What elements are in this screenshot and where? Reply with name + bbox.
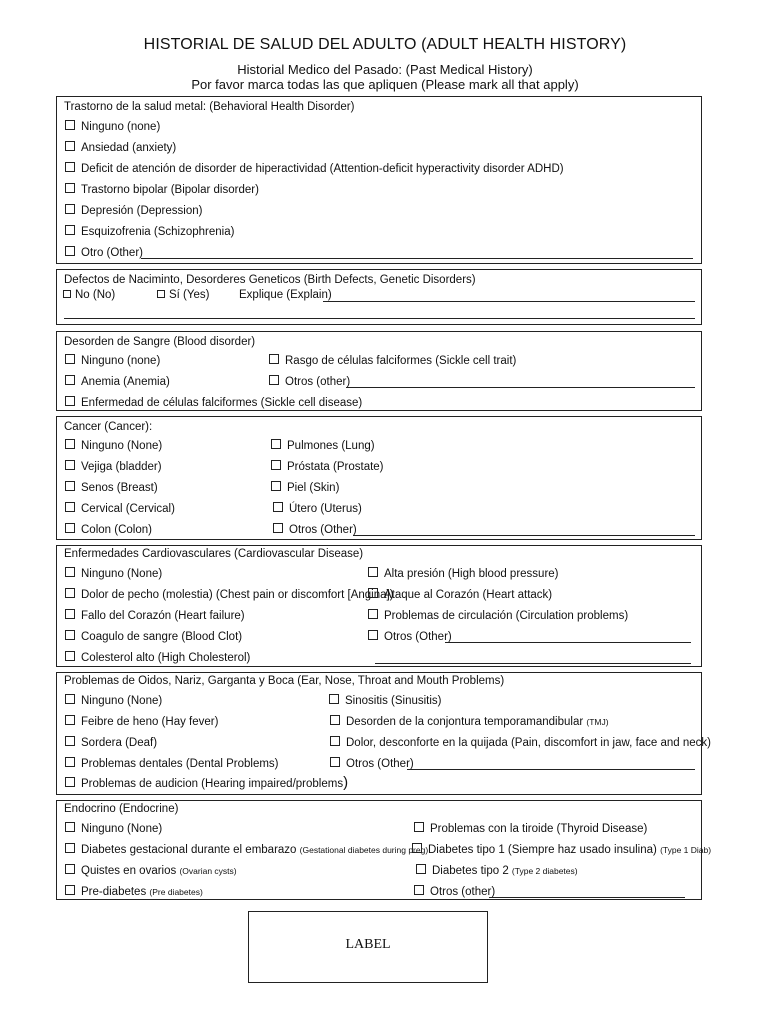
explain-line[interactable]	[323, 301, 695, 302]
other-text-line[interactable]	[141, 258, 693, 259]
checkbox-icon[interactable]	[368, 588, 378, 598]
checkbox-icon[interactable]	[65, 375, 75, 385]
checkbox-icon[interactable]	[65, 588, 75, 598]
section-heading: Enfermedades Cardiovasculares (Cardiovascular Disease)	[64, 548, 364, 560]
checkbox-icon[interactable]	[368, 630, 378, 640]
other-text-line[interactable]	[353, 535, 695, 536]
option-schizophrenia[interactable]: Esquizofrenia (Schizophrenia)	[65, 225, 234, 238]
checkbox-icon[interactable]	[65, 183, 75, 193]
option-depression[interactable]: Depresión (Depression)	[65, 204, 202, 217]
checkbox-icon[interactable]	[330, 757, 340, 767]
checkbox-icon[interactable]	[414, 885, 424, 895]
option-gestational-diabetes[interactable]: Diabetes gestacional durante el embarazo (Gestational diabetes during preg)	[65, 843, 428, 856]
checkbox-icon[interactable]	[65, 162, 75, 172]
option-uterus[interactable]: Útero (Uterus)	[273, 502, 362, 515]
checkbox-icon[interactable]	[271, 460, 281, 470]
cancer-section	[56, 416, 702, 540]
option-none[interactable]: Ninguno (none)	[65, 120, 160, 133]
checkbox-icon[interactable]	[269, 354, 279, 364]
label-text: LABEL	[345, 937, 391, 952]
option-yes[interactable]: Sí (Yes)	[157, 289, 209, 301]
checkbox-icon[interactable]	[269, 375, 279, 385]
option-dental-problems[interactable]: Problemas dentales (Dental Problems)	[65, 757, 279, 770]
patient-label-box	[248, 911, 488, 983]
explain-label: Explique (Explain)	[239, 289, 332, 301]
checkbox-icon[interactable]	[65, 354, 75, 364]
option-sickle-cell-disease[interactable]: Enfermedad de células falciformes (Sickle cell disease)	[65, 396, 362, 409]
other-text-line-2[interactable]	[375, 663, 691, 664]
form-instructions: Por favor marca todas las que apliquen (Please mark all that apply)	[191, 77, 579, 92]
option-thyroid-disease[interactable]: Problemas con la tiroide (Thyroid Disease)	[414, 822, 647, 835]
option-lung[interactable]: Pulmones (Lung)	[271, 439, 375, 452]
option-heart-failure[interactable]: Fallo del Corazón (Heart failure)	[65, 609, 245, 622]
section-heading: Endocrino (Endocrine)	[64, 803, 179, 815]
checkbox-icon[interactable]	[330, 736, 340, 746]
checkbox-icon[interactable]	[65, 225, 75, 235]
option-blood-clot[interactable]: Coagulo de sangre (Blood Clot)	[65, 630, 242, 643]
endocrine-section	[56, 800, 712, 900]
checkbox-icon[interactable]	[65, 715, 75, 725]
option-colon[interactable]: Colon (Colon)	[65, 523, 152, 536]
other-text-line[interactable]	[346, 387, 695, 388]
option-hearing-impaired[interactable]: Problemas de audicion (Hearing impaired/problems)	[65, 777, 348, 790]
checkbox-icon[interactable]	[273, 502, 283, 512]
birth-defects-section	[56, 269, 702, 325]
option-cervical[interactable]: Cervical (Cervical)	[65, 502, 175, 515]
checkbox-icon[interactable]	[65, 630, 75, 640]
option-type2-diabetes[interactable]: Diabetes tipo 2 (Type 2 diabetes)	[416, 864, 578, 877]
option-none[interactable]: Ninguno (None)	[65, 694, 162, 707]
checkbox-icon[interactable]	[65, 396, 75, 406]
checkbox-icon[interactable]	[65, 502, 75, 512]
behavioral-section	[56, 96, 702, 264]
checkbox-icon[interactable]	[65, 439, 75, 449]
checkbox-icon[interactable]	[368, 609, 378, 619]
option-breast[interactable]: Senos (Breast)	[65, 481, 158, 494]
option-high-cholesterol[interactable]: Colesterol alto (High Cholesterol)	[65, 651, 250, 664]
checkbox-icon[interactable]	[65, 523, 75, 533]
checkbox-icon[interactable]	[412, 843, 422, 853]
option-type1-diabetes[interactable]: Diabetes tipo 1 (Siempre haz usado insulina) (Type 1 Diab)	[412, 843, 711, 856]
option-none[interactable]: Ninguno (none)	[65, 354, 160, 367]
option-sickle-cell-trait[interactable]: Rasgo de células falciformes (Sickle cell trait)	[269, 354, 516, 367]
checkbox-icon[interactable]	[273, 523, 283, 533]
checkbox-icon[interactable]	[65, 567, 75, 577]
checkbox-icon[interactable]	[65, 141, 75, 151]
checkbox-icon[interactable]	[65, 843, 75, 853]
option-heart-attack[interactable]: Ataque al Corazón (Heart attack)	[368, 588, 552, 601]
option-none[interactable]: Ninguno (None)	[65, 439, 162, 452]
checkbox-icon[interactable]	[65, 777, 75, 787]
option-none[interactable]: Ninguno (None)	[65, 822, 162, 835]
option-prostate[interactable]: Próstata (Prostate)	[271, 460, 384, 473]
checkbox-icon[interactable]	[414, 822, 424, 832]
checkbox-icon[interactable]	[65, 651, 75, 661]
explain-line-2[interactable]	[64, 318, 695, 319]
checkbox-icon[interactable]	[271, 439, 281, 449]
option-circulation-problems[interactable]: Problemas de circulación (Circulation problems)	[368, 609, 628, 622]
checkbox-icon[interactable]	[65, 736, 75, 746]
option-chest-pain[interactable]: Dolor de pecho (molestia) (Chest pain or discomfort [Angina])	[65, 588, 394, 601]
section-heading: Problemas de Oidos, Nariz, Garganta y Boca (Ear, Nose, Throat and Mouth Problems)	[64, 675, 505, 687]
option-other[interactable]: Otros (Other)	[368, 630, 452, 643]
option-other[interactable]: Otros (other)	[414, 885, 495, 898]
checkbox-icon[interactable]	[330, 715, 340, 725]
checkbox-icon[interactable]	[65, 822, 75, 832]
checkbox-icon[interactable]	[157, 290, 165, 298]
option-other[interactable]: Otros (Other)	[273, 523, 357, 536]
option-anemia[interactable]: Anemia (Anemia)	[65, 375, 170, 388]
checkbox-icon[interactable]	[329, 694, 339, 704]
option-anxiety[interactable]: Ansiedad (anxiety)	[65, 141, 176, 154]
option-skin[interactable]: Piel (Skin)	[271, 481, 339, 494]
form-subtitle: Historial Medico del Pasado: (Past Medical History)	[237, 62, 533, 77]
checkbox-icon[interactable]	[65, 246, 75, 256]
checkbox-icon[interactable]	[65, 694, 75, 704]
option-adhd[interactable]: Deficit de atención de disorder de hiperactividad (Attention-deficit hyperactivity disorder ADHD)	[65, 162, 564, 175]
option-other[interactable]: Otro (Other)	[65, 246, 143, 259]
option-bladder[interactable]: Vejiga (bladder)	[65, 460, 162, 473]
checkbox-icon[interactable]	[65, 120, 75, 130]
section-heading: Defectos de Naciminto, Desorderes Geneticos (Birth Defects, Genetic Disorders)	[64, 274, 476, 286]
blood-disorder-section	[56, 331, 702, 411]
option-jaw-pain[interactable]: Dolor, desconforte en la quijada (Pain, discomfort in jaw, face and neck)	[330, 736, 711, 749]
other-text-line[interactable]	[407, 769, 695, 770]
option-tmj[interactable]: Desorden de la conjontura temporamandibular (TMJ)	[330, 715, 609, 728]
option-other[interactable]: Otros (other)	[269, 375, 350, 388]
checkbox-icon[interactable]	[65, 481, 75, 491]
option-deaf[interactable]: Sordera (Deaf)	[65, 736, 157, 749]
section-heading: Cancer (Cancer):	[64, 421, 153, 433]
other-text-line[interactable]	[445, 642, 691, 643]
option-other[interactable]: Otros (Other)	[330, 757, 414, 770]
option-sinusitis[interactable]: Sinositis (Sinusitis)	[329, 694, 442, 707]
section-heading: Desorden de Sangre (Blood disorder)	[64, 336, 256, 348]
cardiovascular-section	[56, 545, 702, 667]
option-hay-fever[interactable]: Feibre de heno (Hay fever)	[65, 715, 218, 728]
checkbox-icon[interactable]	[65, 757, 75, 767]
option-high-blood-pressure[interactable]: Alta presión (High blood pressure)	[368, 567, 559, 580]
other-text-line[interactable]	[489, 897, 685, 898]
ent-section	[56, 672, 712, 795]
option-no[interactable]: No (No)	[63, 289, 115, 301]
checkbox-icon[interactable]	[65, 460, 75, 470]
section-heading: Trastorno de la salud metal: (Behavioral Health Disorder)	[64, 101, 355, 113]
checkbox-icon[interactable]	[368, 567, 378, 577]
form-title: HISTORIAL DE SALUD DEL ADULTO (ADULT HEALTH HISTORY)	[143, 36, 627, 53]
option-bipolar[interactable]: Trastorno bipolar (Bipolar disorder)	[65, 183, 259, 196]
checkbox-icon[interactable]	[65, 885, 75, 895]
checkbox-icon[interactable]	[65, 609, 75, 619]
checkbox-icon[interactable]	[65, 864, 75, 874]
checkbox-icon[interactable]	[65, 204, 75, 214]
checkbox-icon[interactable]	[271, 481, 281, 491]
option-ovarian-cysts[interactable]: Quistes en ovarios (Ovarian cysts)	[65, 864, 237, 877]
option-pre-diabetes[interactable]: Pre-diabetes (Pre diabetes)	[65, 885, 203, 898]
checkbox-icon[interactable]	[416, 864, 426, 874]
checkbox-icon[interactable]	[63, 290, 71, 298]
option-none[interactable]: Ninguno (None)	[65, 567, 162, 580]
